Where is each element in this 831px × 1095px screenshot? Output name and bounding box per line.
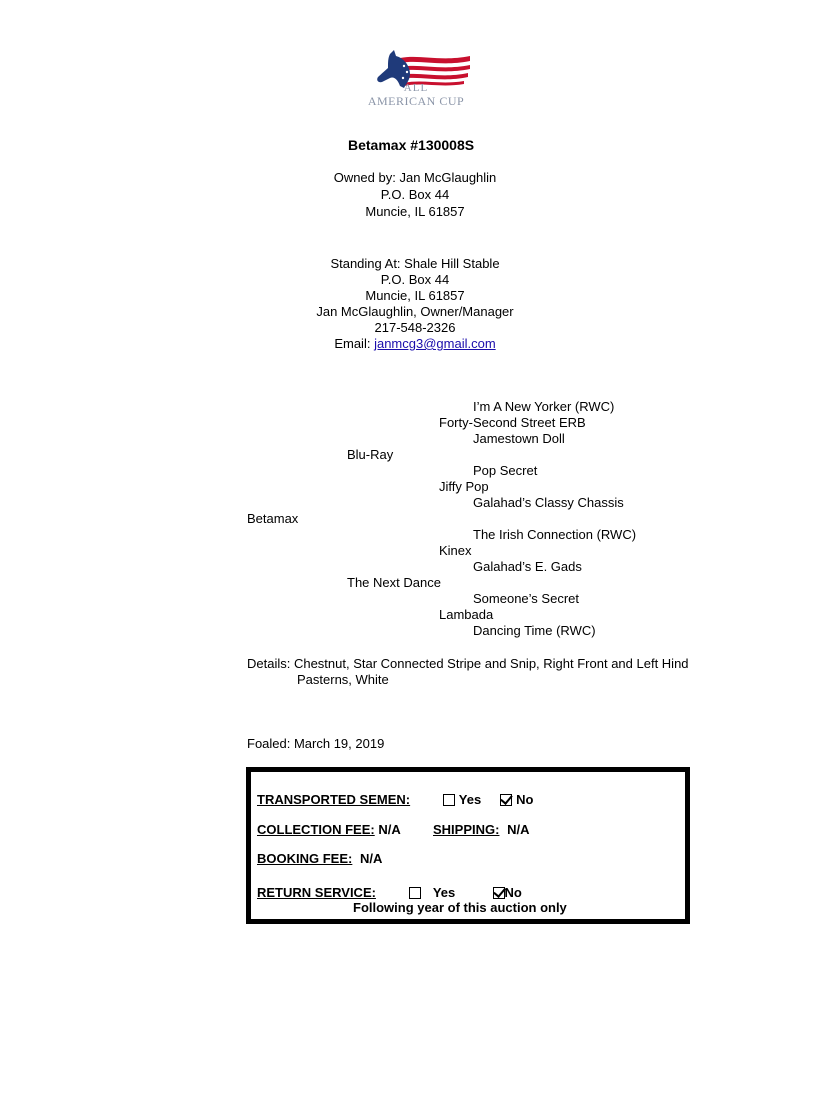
return-no-checkbox[interactable]	[493, 887, 505, 899]
collection-fee-value: N/A	[378, 822, 401, 837]
standing-address-1: P.O. Box 44	[380, 272, 450, 287]
standing-address-2: Muncie, IL 61857	[365, 288, 465, 303]
transported-semen-row	[257, 792, 533, 807]
owner-name: Owned by: Jan McGlaughlin	[333, 170, 497, 185]
pedigree-sire-sire-dam: Jamestown Doll	[473, 431, 565, 446]
standing-block	[290, 256, 540, 352]
standing-at: Standing At: Shale Hill Stable	[330, 256, 500, 271]
booking-fee-row	[257, 851, 382, 866]
return-yes-label: Yes	[432, 885, 456, 900]
pedigree-sire-dam-sire: Pop Secret	[473, 463, 538, 478]
collection-fee-row	[257, 822, 401, 837]
pedigree-dam: The Next Dance	[347, 575, 441, 590]
pedigree-dam-sire: Kinex	[439, 543, 472, 558]
return-service-row	[257, 885, 522, 900]
pedigree-dam-sire-sire: The Irish Connection (RWC)	[473, 527, 637, 542]
owner-address-1: P.O. Box 44	[380, 187, 450, 202]
return-yes-checkbox[interactable]	[409, 887, 421, 899]
foaled-date: Foaled: March 19, 2019	[247, 736, 385, 751]
details-line-1: Details: Chestnut, Star Connected Stripe and Snip, Right Front and Left Hind	[247, 656, 689, 671]
shipping-row	[433, 822, 529, 837]
page-title: Betamax #130008S	[348, 137, 475, 153]
transported-yes-label: Yes	[458, 792, 482, 807]
pedigree-sire-sire: Forty-Second Street ERB	[439, 415, 586, 430]
booking-fee-label: BOOKING FEE:	[257, 851, 353, 866]
standing-phone: 217-548-2326	[374, 320, 456, 335]
logo-line-2: AMERICAN CUP	[367, 94, 465, 108]
booking-fee-value: N/A	[359, 851, 383, 866]
logo-line-1: ALL	[403, 82, 429, 94]
pedigree-dam-dam: Lambada	[439, 607, 494, 622]
pedigree-dam-sire-dam: Galahad’s E. Gads	[473, 559, 582, 574]
transported-semen-label: TRANSPORTED SEMEN:	[257, 792, 411, 807]
transported-yes-checkbox[interactable]	[443, 794, 455, 806]
pedigree-dam-dam-dam: Dancing Time (RWC)	[473, 623, 596, 638]
details-line-2: Pasterns, White	[297, 672, 389, 687]
shipping-label: SHIPPING:	[433, 822, 500, 837]
pedigree-sire-dam: Jiffy Pop	[439, 479, 489, 494]
return-service-label: RETURN SERVICE:	[257, 885, 376, 900]
owner-block	[290, 170, 540, 221]
logo-wordmark	[360, 82, 472, 108]
standing-manager: Jan McGlaughlin, Owner/Manager	[316, 304, 514, 319]
return-no-label: No	[504, 885, 522, 900]
transported-no-checkbox[interactable]	[500, 794, 512, 806]
pedigree-dam-dam-sire: Someone’s Secret	[473, 591, 579, 606]
pedigree-sire-sire-sire: I’m A New Yorker (RWC)	[473, 399, 615, 414]
transported-no-label: No	[516, 792, 534, 807]
shipping-value: N/A	[507, 822, 530, 837]
return-service-note: Following year of this auction only	[353, 900, 567, 915]
owner-address-2: Muncie, IL 61857	[365, 204, 465, 219]
standing-email-line	[290, 336, 540, 352]
breeding-terms-box	[246, 767, 690, 924]
collection-fee-label: COLLECTION FEE:	[257, 822, 375, 837]
pedigree-sire: Blu-Ray	[347, 447, 394, 462]
pedigree-horse: Betamax	[247, 511, 299, 526]
email-link[interactable]: janmcg3@gmail.com	[374, 336, 496, 351]
pedigree-sire-dam-dam: Galahad’s Classy Chassis	[473, 495, 624, 510]
email-label: Email:	[334, 336, 371, 351]
